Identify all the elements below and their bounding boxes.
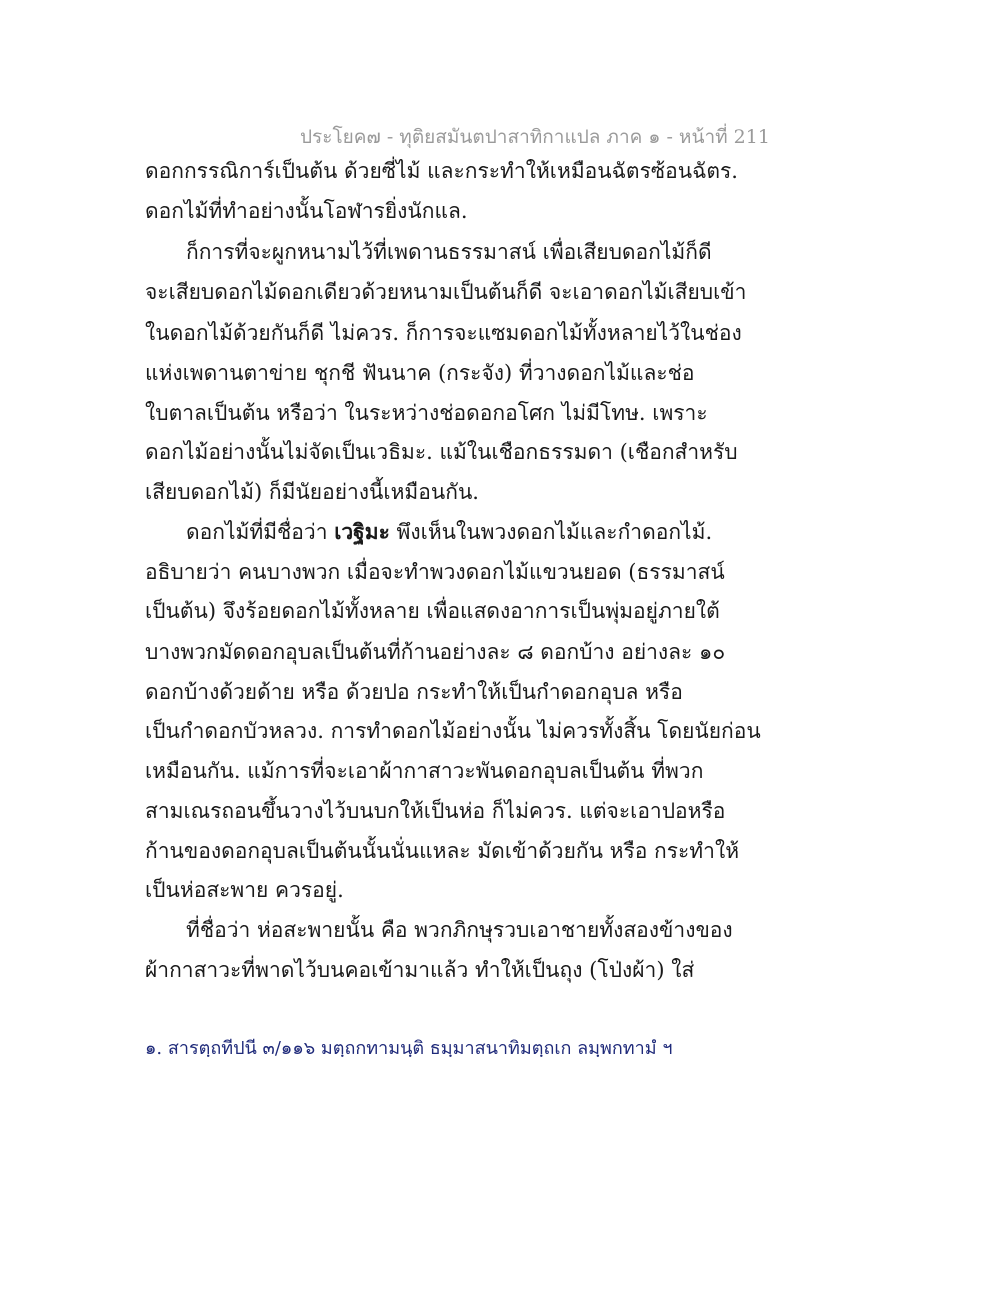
text-line: เป็นกำดอกบัวหลวง. การทำดอกไม้อย่างนั้น ไม่ควรทั้งสิ้น โดยนัยก่อน <box>145 719 761 743</box>
text-line: เหมือนกัน. แม้การที่จะเอาผ้ากาสาวะพันดอกอุบลเป็นต้น ที่พวก <box>145 759 704 783</box>
text-line: ใบตาลเป็นต้น หรือว่า ในระหว่างช่อดอกอโศก ไม่มีโทษ. เพราะ <box>145 401 708 425</box>
text-line: ก้านของดอกอุบลเป็นต้นนั้นนั่นแหละ มัดเข้าด้วยกัน หรือ กระทำให้ <box>145 839 740 863</box>
text-line: ดอกไม้ที่ทำอย่างนั้นโอฬารยิ่งนักแล. <box>145 199 468 223</box>
text-line: เสียบดอกไม้) ก็มีนัยอย่างนี้เหมือนกัน. <box>145 480 479 504</box>
text-line: สามเณรถอนขึ้นวางไว้บนบกให้เป็นห่อ ก็ไม่ควร. แต่จะเอาปอหรือ <box>145 799 726 823</box>
text-line: แห่งเพดานตาข่าย ชุกชี ฟันนาค (กระจัง) ที่วางดอกไม้และช่อ <box>145 361 695 385</box>
text-line: เป็นต้น) จึงร้อยดอกไม้ทั้งหลาย เพื่อแสดงอาการเป็นพุ่มอยู่ภายใต้ <box>145 599 720 623</box>
text-line: บางพวกมัดดอกอุบลเป็นต้นที่ก้านอย่างละ ๘ ดอกบ้าง อย่างละ ๑๐ <box>145 640 726 664</box>
text-line <box>186 517 776 547</box>
text-line: ดอกบ้างด้วยด้าย หรือ ด้วยปอ กระทำให้เป็นกำดอกอุบล หรือ <box>145 680 683 704</box>
text-line: ผ้ากาสาวะที่พาดไว้บนคอเข้ามาแล้ว ทำให้เป็นถุง (โป่งผ้า) ใส่ <box>145 958 695 982</box>
page-header: ประโยค๗ - ทุติยสมันตปาสาทิกาแปล ภาค ๑ - หน้าที่ 211 <box>300 126 770 148</box>
footnote: ๑. สารตฺถทีปนี ๓/๑๑๖ มตฺถกทามนฺติ ธมฺมาสนาทิมตฺถเก ลมฺพกทามํ ฯ <box>145 1038 673 1059</box>
text-segment: ดอกไม้ที่มีชื่อว่า <box>186 520 335 544</box>
text-line: ก็การที่จะผูกหนามไว้ที่เพดานธรรมาสน์ เพื่อเสียบดอกไม้ก็ดี <box>186 240 712 264</box>
text-line: อธิบายว่า คนบางพวก เมื่อจะทำพวงดอกไม้แขวนยอด (ธรรมาสน์ <box>145 560 725 584</box>
text-line: จะเสียบดอกไม้ดอกเดียวด้วยหนามเป็นต้นก็ดี จะเอาดอกไม้เสียบเข้า <box>145 280 747 304</box>
text-line: เป็นห่อสะพาย ควรอยู่. <box>145 878 344 902</box>
term-vethima: เวฐิมะ <box>334 519 390 544</box>
text-line: ดอกกรรณิการ์เป็นต้น ด้วยซี่ไม้ และกระทำให้เหมือนฉัตรซ้อนฉัตร. <box>145 159 738 183</box>
text-line: ดอกไม้อย่างนั้นไม่จัดเป็นเวธิมะ. แม้ในเชือกธรรมดา (เชือกสำหรับ <box>145 440 738 464</box>
text-line: ที่ชื่อว่า ห่อสะพายนั้น คือ พวกภิกษุรวบเอาชายทั้งสองข้างของ <box>186 918 733 942</box>
text-line: ในดอกไม้ด้วยกันก็ดี ไม่ควร. ก็การจะแซมดอกไม้ทั้งหลายไว้ในช่อง <box>145 321 742 345</box>
text-segment: พึงเห็นในพวงดอกไม้และกำดอกไม้. <box>389 520 713 544</box>
